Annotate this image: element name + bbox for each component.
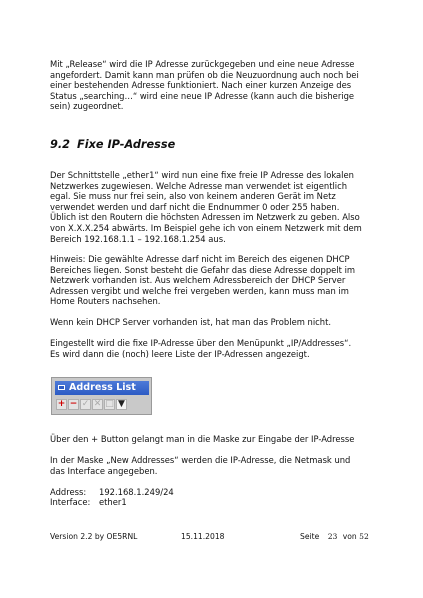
paragraph-interface xyxy=(50,170,362,244)
comment-button[interactable]: □ xyxy=(105,399,114,409)
text-line: Bereiches liegen. Sonst besteht die Gefahr das diese Adresse doppelt im xyxy=(50,264,356,275)
text-line: egal. Sie muss nur frei sein, also von keinem anderen Gerät im Netz xyxy=(50,191,336,202)
text-line: Bereich 192.168.1.1 – 192.168.1.254 aus. xyxy=(50,233,226,244)
address-value: 192.168.1.249/24 xyxy=(99,487,174,497)
section-number: 9.2 xyxy=(50,138,71,151)
remove-button[interactable]: − xyxy=(69,399,78,409)
text-line: angefordert. Damit kann man prüfen ob die Neuzuordnung auch noch bei xyxy=(50,69,359,80)
text-line: Der Schnittstelle „ether1“ wird nun eine fixe freie IP Adresse des lokalen xyxy=(50,170,354,180)
page-word: Seite xyxy=(300,532,320,541)
text-line: sein) zugeordnet. xyxy=(50,101,124,112)
window-title: Address List xyxy=(69,382,136,393)
window-titlebar xyxy=(55,381,149,395)
add-button[interactable]: + xyxy=(57,399,66,409)
text-line: Mit „Release“ wird die IP Adresse zurückgegeben und eine neue Adresse xyxy=(50,59,355,69)
text-line: Es wird dann die (noch) leere Liste der IP-Adressen angezeigt. xyxy=(50,348,310,359)
address-row xyxy=(50,487,174,498)
text-line: Adressen vergibt und welche frei vergeben werden, kann muss man im xyxy=(50,285,349,296)
text-line: Wenn kein DHCP Server vorhanden ist, hat man das Problem nicht. xyxy=(50,317,332,327)
footer-version: Version 2.2 by OE5RNL xyxy=(50,532,138,541)
text-line: Status „searching…“ wird eine neue IP Adresse (kann auch die bisherige xyxy=(50,90,355,101)
text-line: Netzwerkes zugewiesen. Welche Adresse man verwendet ist eigentlich xyxy=(50,180,348,191)
section-heading xyxy=(50,138,175,151)
footer-page xyxy=(300,532,369,541)
text-line: Home Routers nachsehen. xyxy=(50,296,161,307)
paragraph-no-dhcp xyxy=(50,317,331,328)
paragraph-hinweis xyxy=(50,254,355,307)
disable-button[interactable]: ✕ xyxy=(93,399,102,409)
page-total: 52 xyxy=(359,532,369,541)
text-line: Über den + Button gelangt man in die Maske zur Eingabe der IP-Adresse xyxy=(50,434,355,444)
text-line: verwendet werden und darf nicht die Endnummer 0 oder 255 haben. xyxy=(50,201,340,212)
text-line: Eingestellt wird die fixe IP-Adresse über den Menüpunkt „IP/Addresses“. xyxy=(50,338,352,348)
page-number: 23 xyxy=(327,532,338,541)
paragraph-release xyxy=(50,59,359,112)
interface-row xyxy=(50,497,127,508)
paragraph-menu xyxy=(50,338,351,359)
text-line: von X.X.X.254 abwärts. Im Beispiel gehe ich von einem Netzwerk mit dem xyxy=(50,222,362,233)
filter-icon[interactable]: ▼ xyxy=(116,399,127,410)
toolbar xyxy=(55,399,149,412)
text-line: das Interface angegeben. xyxy=(50,465,158,476)
enable-button[interactable]: ✓ xyxy=(81,399,90,409)
paragraph-plus-button xyxy=(50,434,354,445)
text-line: Netzwerk vorhanden ist. Aus welchem Adressbereich der DHCP Server xyxy=(50,275,346,286)
paragraph-new-addresses xyxy=(50,455,350,476)
address-list-screenshot xyxy=(51,377,152,415)
text-line: Hinweis: Die gewählte Adresse darf nicht im Bereich des eigenen DHCP xyxy=(50,254,350,264)
interface-label: Interface: xyxy=(50,497,91,507)
text-line: einer bestehenden Adresse funktioniert. Nach einer kurzen Anzeige des xyxy=(50,80,352,91)
window-icon xyxy=(58,385,65,390)
section-title: Fixe IP-Adresse xyxy=(77,138,176,151)
text-line: Üblich ist den Routern die höchsten Adressen im Netzwerk zu geben. Also xyxy=(50,212,360,223)
text-line: In der Maske „New Addresses“ werden die IP-Adresse, die Netmask und xyxy=(50,455,351,465)
address-label: Address: xyxy=(50,487,87,497)
footer-date: 15.11.2018 xyxy=(181,532,225,541)
page-of: von xyxy=(342,532,357,541)
interface-value: ether1 xyxy=(99,497,127,507)
